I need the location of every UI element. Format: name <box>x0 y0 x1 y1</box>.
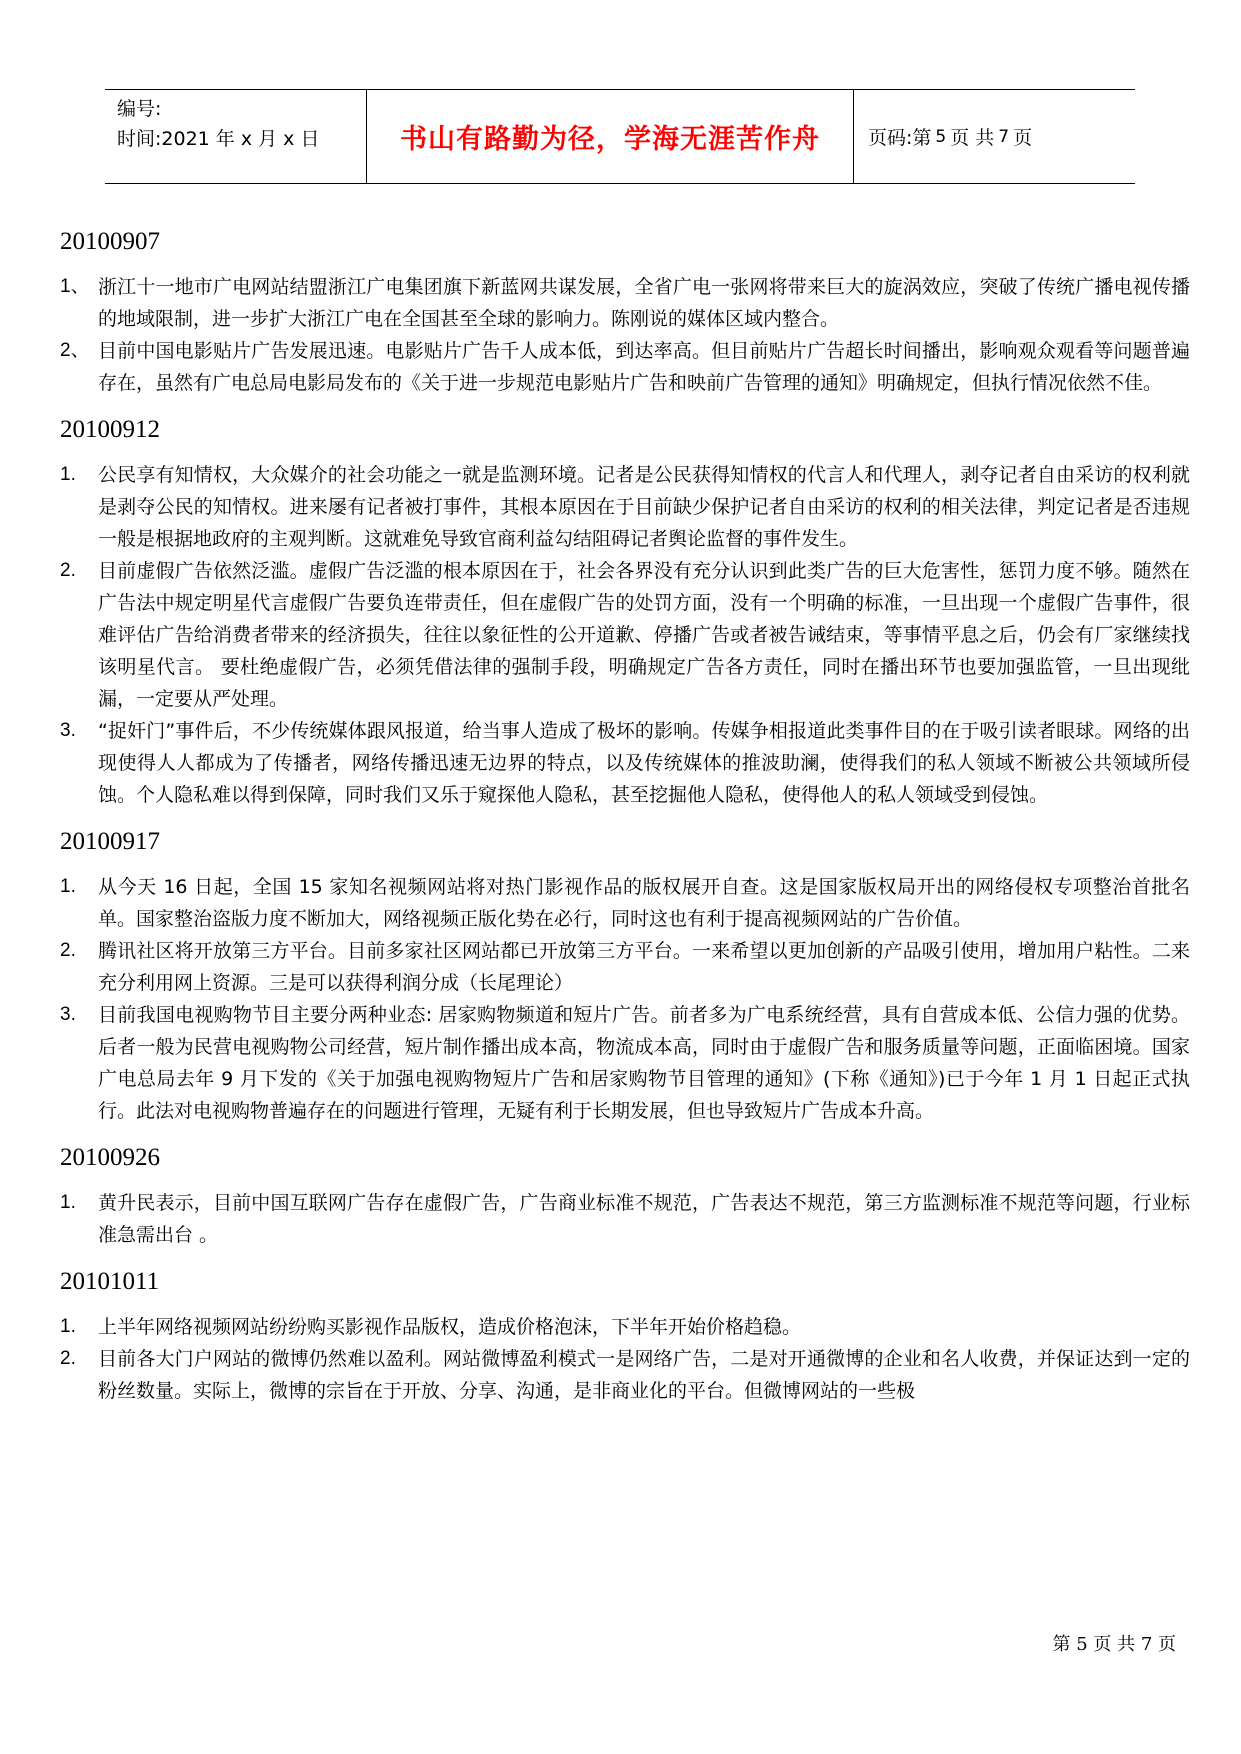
item-marker: 2. <box>60 940 76 961</box>
time-line <box>117 124 366 154</box>
item-marker: 1、 <box>60 276 90 297</box>
list-item <box>60 271 1190 335</box>
number-label: 编号: <box>117 98 162 120</box>
list-item <box>60 555 1190 715</box>
item-text: 公民享有知情权，大众媒介的社会功能之一就是监测环境。记者是公民获得知情权的代言人和代理人，剥夺记者自由采访的权利就是剥夺公民的知情权。进来屡有记者被打事件，其根本原因在于目前缺少保护记者自由采访的权利的相关法律，判定记者是否违规一般是根据地政府的主观判断。这就难免导致官商利益勾结阻碍记者舆论监督的事件发生。 <box>98 464 1190 550</box>
item-list <box>60 1187 1190 1251</box>
page-footer: 第 5 页 共 7 页 <box>1052 1634 1176 1655</box>
item-list <box>60 459 1190 811</box>
motto: 书山有路勤为径，学海无涯苦作舟 <box>400 124 820 155</box>
item-text: 腾讯社区将开放第三方平台。目前多家社区网站都已开放第三方平台。一来希望以更加创新的产品吸引使用，增加用户粘性。二来充分利用网上资源。三是可以获得利润分成（长尾理论） <box>98 940 1190 994</box>
item-marker: 1. <box>60 1192 76 1213</box>
item-text: “捉奸门”事件后，不少传统媒体跟风报道，给当事人造成了极坏的影响。传媒争相报道此类事件目的在于吸引读者眼球。网络的出现使得人人都成为了传播者，网络传播迅速无边界的特点，以及传统媒体的推波助澜，使得我们的私人领域不断被公共领域所侵蚀。个人隐私难以得到保障，同时我们又乐于窥探他人隐私，甚至挖掘他人隐私，使得他人的私人领域受到侵蚀。 <box>98 720 1190 806</box>
item-list <box>60 1311 1190 1407</box>
item-marker: 3. <box>60 1004 76 1025</box>
item-marker: 1. <box>60 876 76 897</box>
header-page-info <box>854 90 1135 183</box>
list-item <box>60 335 1190 399</box>
item-text: 浙江十一地市广电网站结盟浙江广电集团旗下新蓝网共谋发展，全省广电一张网将带来巨大的旋涡效应，突破了传统广播电视传播的地域限制，进一步扩大浙江广电在全国甚至全球的影响力。陈刚说的媒体区域内整合。 <box>98 276 1190 330</box>
item-text: 目前各大门户网站的微博仍然难以盈利。网站微博盈利模式一是网络广告，二是对开通微博的企业和名人收费，并保证达到一定的粉丝数量。实际上，微博的宗旨在于开放、分享、沟通，是非商业化的平台。但微博网站的一些极 <box>98 1348 1190 1402</box>
list-item <box>60 871 1190 935</box>
section-date: 20100926 <box>60 1144 160 1171</box>
page-total: 7 <box>998 126 1010 147</box>
item-text: 目前虚假广告依然泛滥。虚假广告泛滥的根本原因在于，社会各界没有充分认识到此类广告的巨大危害性，惩罚力度不够。随然在广告法中规定明星代言虚假广告要负连带责任，但在虚假广告的处罚方面，没有一个明确的标准，一旦出现一个虚假广告事件，很难评估广告给消费者带来的经济损失，往往以象征性的公开道歉、停播广告或者被告诫结束，等事情平息之后，仍会有厂家继续找该明星代言。 要杜绝虚假广告，必须凭借法律的强制手段，明确规定广告各方责任，同时在播出环节也要加强监管，一旦出现纰漏，一定要从严处理。 <box>98 560 1190 710</box>
section-date: 20100907 <box>60 228 160 255</box>
page-label: 页码:第 <box>868 127 932 149</box>
page-mid: 页 共 <box>950 127 995 149</box>
date-section <box>60 1141 1190 1251</box>
date-section <box>60 825 1190 1127</box>
item-text: 上半年网络视频网站纷纷购买影视作品版权，造成价格泡沫，下半年开始价格趋稳。 <box>98 1316 802 1338</box>
item-list <box>60 871 1190 1127</box>
section-date: 20101011 <box>60 1268 160 1295</box>
list-item <box>60 1311 1190 1343</box>
item-marker: 1. <box>60 1316 76 1337</box>
date-section <box>60 1265 1190 1407</box>
item-marker: 2、 <box>60 340 90 361</box>
document-body <box>60 225 1190 1421</box>
item-text: 从今天 16 日起，全国 15 家知名视频网站将对热门影视作品的版权展开自查。这是国家版权局开出的网络侵权专项整治首批名单。国家整治盗版力度不断加大，网络视频正版化势在必行，同时这也有利于提高视频网站的广告价值。 <box>98 876 1190 930</box>
section-date: 20100912 <box>60 416 160 443</box>
item-marker: 2. <box>60 560 76 581</box>
item-text: 黄升民表示，目前中国互联网广告存在虚假广告，广告商业标准不规范，广告表达不规范，第三方监测标准不规范等问题，行业标准急需出台 。 <box>98 1192 1190 1246</box>
item-marker: 3. <box>60 720 76 741</box>
list-item <box>60 715 1190 811</box>
time-value: 2021 年 x 月 x 日 <box>161 128 320 150</box>
page-header <box>105 89 1135 184</box>
section-date: 20100917 <box>60 828 160 855</box>
date-section <box>60 413 1190 811</box>
list-item <box>60 935 1190 999</box>
page-current: 5 <box>935 126 947 147</box>
item-text: 目前我国电视购物节目主要分两种业态: 居家购物频道和短片广告。前者多为广电系统经营，具有自营成本低、公信力强的优势。后者一般为民营电视购物公司经营，短片制作播出成本高，物流成本高，同时由于虚假广告和服务质量等问题，正面临困境。国家广电总局去年 9 月下发的《关于加强电视购物短片广告和居家购物节目管理的通知》(下称《通知》)已于今年 1 月 1 日起正式执行。此法对电视购物普遍存在的问题进行管理，无疑有利于长期发展，但也导致短片广告成本升高。 <box>98 1004 1190 1122</box>
date-section <box>60 225 1190 399</box>
header-motto-cell <box>367 90 854 183</box>
list-item <box>60 1187 1190 1251</box>
item-text: 目前中国电影贴片广告发展迅速。电影贴片广告千人成本低，到达率高。但目前贴片广告超长时间播出，影响观众观看等问题普遍存在，虽然有广电总局电影局发布的《关于进一步规范电影贴片广告和映前广告管理的通知》明确规定，但执行情况依然不佳。 <box>98 340 1190 394</box>
list-item <box>60 999 1190 1127</box>
list-item <box>60 1343 1190 1407</box>
time-label: 时间: <box>117 128 162 150</box>
header-meta <box>105 90 367 183</box>
item-marker: 1. <box>60 464 76 485</box>
page-end: 页 <box>1013 127 1033 149</box>
item-list <box>60 271 1190 399</box>
list-item <box>60 459 1190 555</box>
item-marker: 2. <box>60 1348 76 1369</box>
